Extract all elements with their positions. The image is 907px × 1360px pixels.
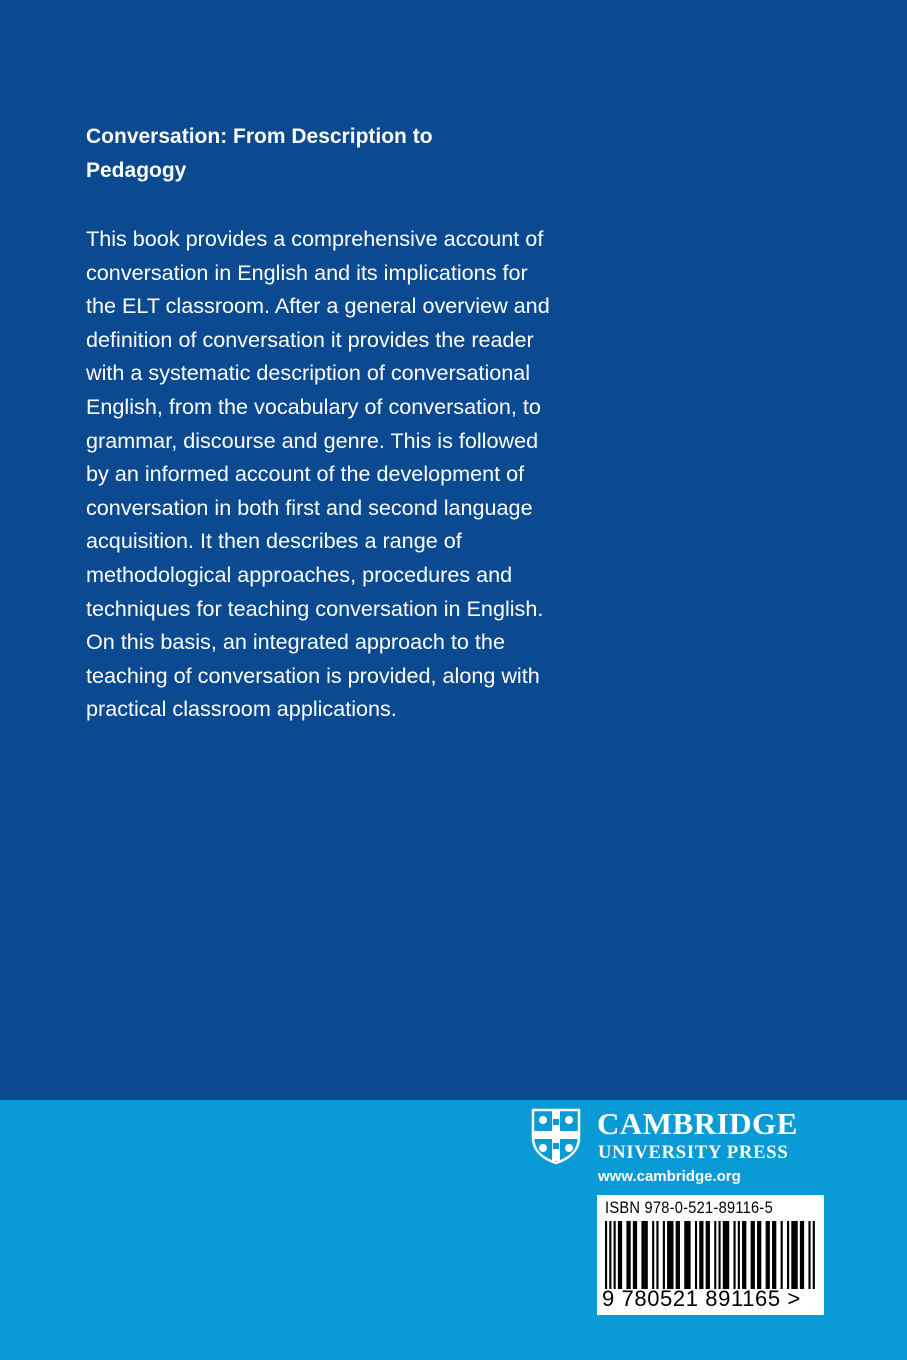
barcode-bar <box>781 1221 783 1289</box>
book-title-line-1: Conversation: From Description to <box>86 125 433 148</box>
blurb-line: methodological approaches, procedures and <box>86 561 513 587</box>
barcode-bar <box>605 1221 607 1289</box>
publisher-subtitle: UNIVERSITY PRESS <box>598 1143 789 1163</box>
blurb-line: practical classroom applications. <box>86 696 397 722</box>
barcode-bar <box>757 1221 761 1289</box>
blurb-line: techniques for teaching conversation in English. <box>86 595 544 621</box>
barcode-bar <box>641 1221 647 1289</box>
book-title <box>86 120 546 188</box>
book-title-line-2: Pedagogy <box>86 159 187 182</box>
barcode-digits: 9 780521 891165 > <box>602 1286 801 1311</box>
barcode-bar <box>618 1221 622 1289</box>
barcode-bar <box>723 1221 729 1289</box>
blurb-line: the ELT classroom. After a general overview and <box>86 293 550 319</box>
blurb-line: definition of conversation it provides the reader <box>86 326 534 352</box>
blurb-line: On this basis, an integrated approach to the <box>86 629 505 655</box>
barcode-bar <box>751 1221 755 1289</box>
isbn-label: ISBN 978-0-521-89116-5 <box>605 1198 773 1217</box>
barcode-bar <box>699 1221 703 1289</box>
barcode-bar <box>676 1221 680 1289</box>
barcode-bar <box>714 1221 716 1289</box>
blurb-line: This book provides a comprehensive account of <box>86 226 544 251</box>
barcode-bar <box>742 1221 746 1289</box>
barcode-bar <box>800 1221 804 1289</box>
barcode-bar <box>813 1221 815 1289</box>
barcode-bar <box>614 1221 616 1289</box>
barcode-bar <box>738 1221 740 1289</box>
blurb-line: conversation in English and its implications for <box>86 259 528 285</box>
blurb-line: acquisition. It then describes a range of <box>86 528 462 554</box>
barcode-bar <box>808 1221 810 1289</box>
barcode-bar <box>787 1221 789 1289</box>
barcode-bar <box>791 1221 797 1289</box>
barcode-bar <box>772 1221 776 1289</box>
barcode-bars <box>605 1221 817 1289</box>
barcode-bar <box>609 1221 611 1289</box>
blurb-line: teaching of conversation is provided, along with <box>86 662 540 688</box>
blurb-line: grammar, discourse and genre. This is followed <box>86 427 539 453</box>
publisher-url[interactable]: www.cambridge.org <box>598 1168 741 1185</box>
blurb-line: English, from the vocabulary of conversation, to <box>86 393 541 419</box>
barcode-bar <box>695 1221 697 1289</box>
barcode-bar <box>652 1221 654 1289</box>
publisher-name: CAMBRIDGE <box>597 1106 798 1141</box>
barcode-bar <box>663 1221 665 1289</box>
barcode-bar <box>633 1221 637 1289</box>
barcode-bar <box>626 1221 630 1289</box>
barcode-bar <box>656 1221 658 1289</box>
blurb-line: by an informed account of the development of <box>86 461 525 487</box>
blurb-line: conversation in both first and second language <box>86 494 533 520</box>
barcode-box <box>597 1195 824 1315</box>
book-description <box>86 222 586 726</box>
barcode-bar <box>733 1221 735 1289</box>
blurb-line: with a systematic description of conversational <box>86 360 531 386</box>
barcode-bar <box>718 1221 720 1289</box>
barcode-bar <box>684 1221 690 1289</box>
cambridge-shield-icon <box>530 1107 582 1165</box>
barcode-bar <box>667 1221 673 1289</box>
barcode-bar <box>766 1221 770 1289</box>
barcode-bar <box>706 1221 710 1289</box>
